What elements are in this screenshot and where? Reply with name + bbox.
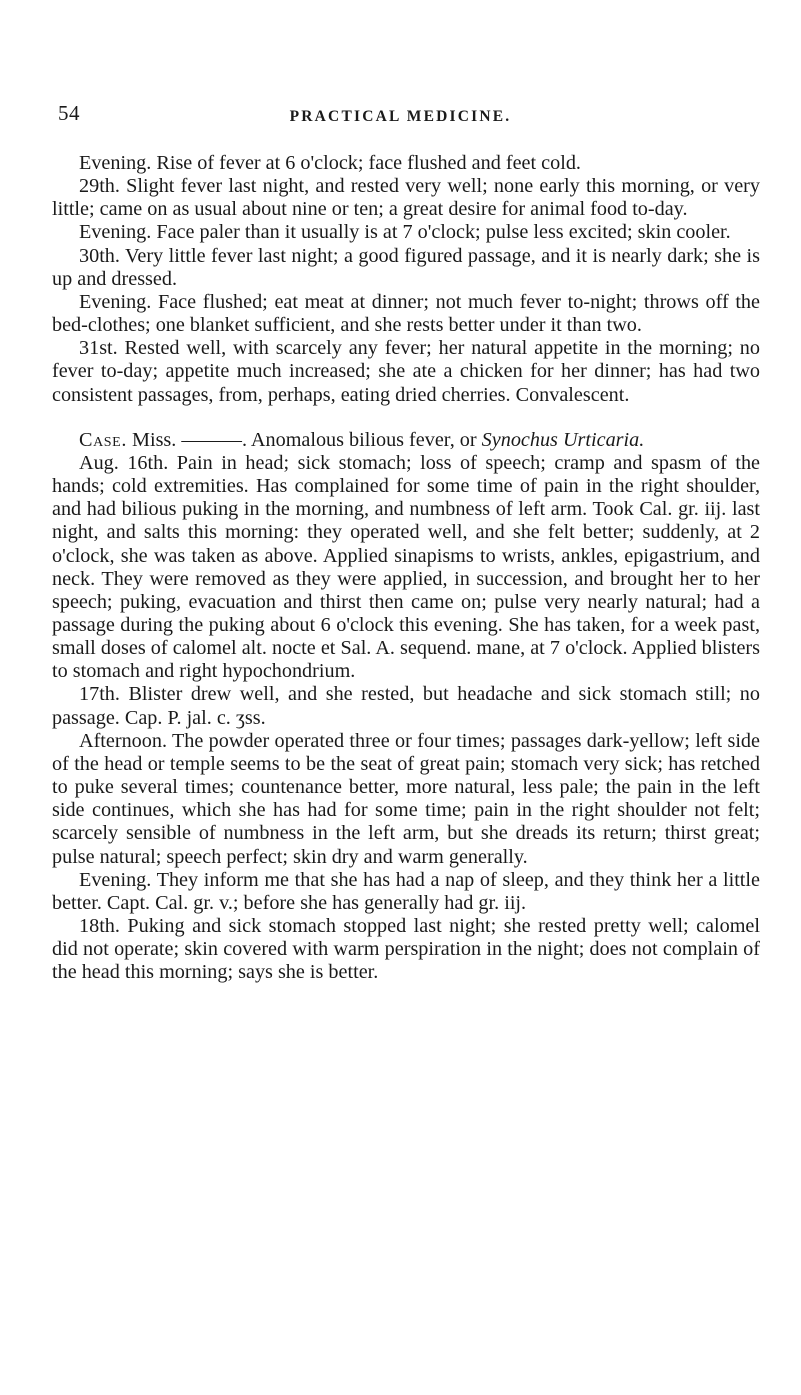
paragraph-evening-4: Evening. They inform me that she has had a nap of sleep, and they think her a little better. Capt. Cal. gr. v.; before she has generally had gr. iij. [52, 868, 760, 914]
running-title: PRACTICAL MEDICINE. [289, 108, 512, 125]
paragraph-evening-2: Evening. Face paler than it usually is at 7 o'clock; pulse less excited; skin cooler. [79, 221, 731, 244]
paragraph-aug-16th: Aug. 16th. Pain in head; sick stomach; loss of speech; cramp and spasm of the hands; cold extremities. Has complained for some time of pain in the right shoulder, and had bilious puking in the morning, and numbness of left arm. Took Cal. gr. iij. last night, and salts this morning: they operated well, and she felt better; suddenly, at 2 o'clock, she was taken as above. Applied sinapisms to wrists, ankles, epigastrium, and neck. They were removed as they were applied, in succession, and brought her to her speech; puking, evacuation and thirst then came on; pulse very nearly natural; had a passage during the puking about 6 o'clock this evening. She has taken, for a week past, small doses of calomel alt. nocte et Sal. A. sequend. mane, at 7 o'clock. Applied blisters to stomach and right hypochondrium. [52, 451, 760, 683]
paragraph-afternoon: Afternoon. The powder operated three or four times; passages dark-yellow; left side of the head or temple seems to be the seat of great pain; stomach very sick; has retched to puke several times; countenance better, more natural, less pale; the pain in the left side continues, which she has had for some time; pain in the right shoulder not felt; scarcely sensible of numbness in the left arm, but she dreads its return; thirst great; pulse natural; speech perfect; skin dry and warm generally. [52, 729, 760, 868]
case-description: Miss. ———. Anomalous bilious fever, or [126, 428, 482, 451]
paragraph-30th: 30th. Very little fever last night; a good figured passage, and it is nearly dark; she is up and dressed. [52, 244, 760, 290]
paragraph-18th: 18th. Puking and sick stomach stopped last night; she rested pretty well; calomel did not operate; skin covered with warm perspiration in the night; does not complain of the head this morning; says she is better. [52, 915, 760, 984]
paragraph-29th: 29th. Slight fever last night, and rested very well; none early this morning, or very little; came on as usual about nine or ten; a great desire for animal food to-day. [52, 175, 760, 221]
paragraph-evening-3: Evening. Face flushed; eat meat at dinner; not much fever to-night; throws off the bed-clothes; one blanket sufficient, and she rests better under it than two. [52, 290, 760, 337]
paragraph-31st: 31st. Rested well, with scarcely any fever; her natural appetite in the morning; no fever to-day; appetite much increased; she ate a chicken for her dinner; has had two consistent passages, from, perhaps, eating dried cherries. Convalescent. [52, 337, 760, 406]
paragraph-evening-1: Evening. Rise of fever at 6 o'clock; face flushed and feet cold. [79, 152, 581, 174]
page-number: 54 [58, 101, 80, 125]
case-heading [52, 429, 760, 452]
body-text [52, 152, 760, 984]
case-label: Case. [79, 428, 127, 451]
paragraph-17th: 17th. Blister drew well, and she rested, but headache and sick stomach still; no passage. Cap. P. jal. c. ʒss. [52, 683, 760, 729]
case-diagnosis: Synochus Urticaria. [481, 428, 645, 451]
